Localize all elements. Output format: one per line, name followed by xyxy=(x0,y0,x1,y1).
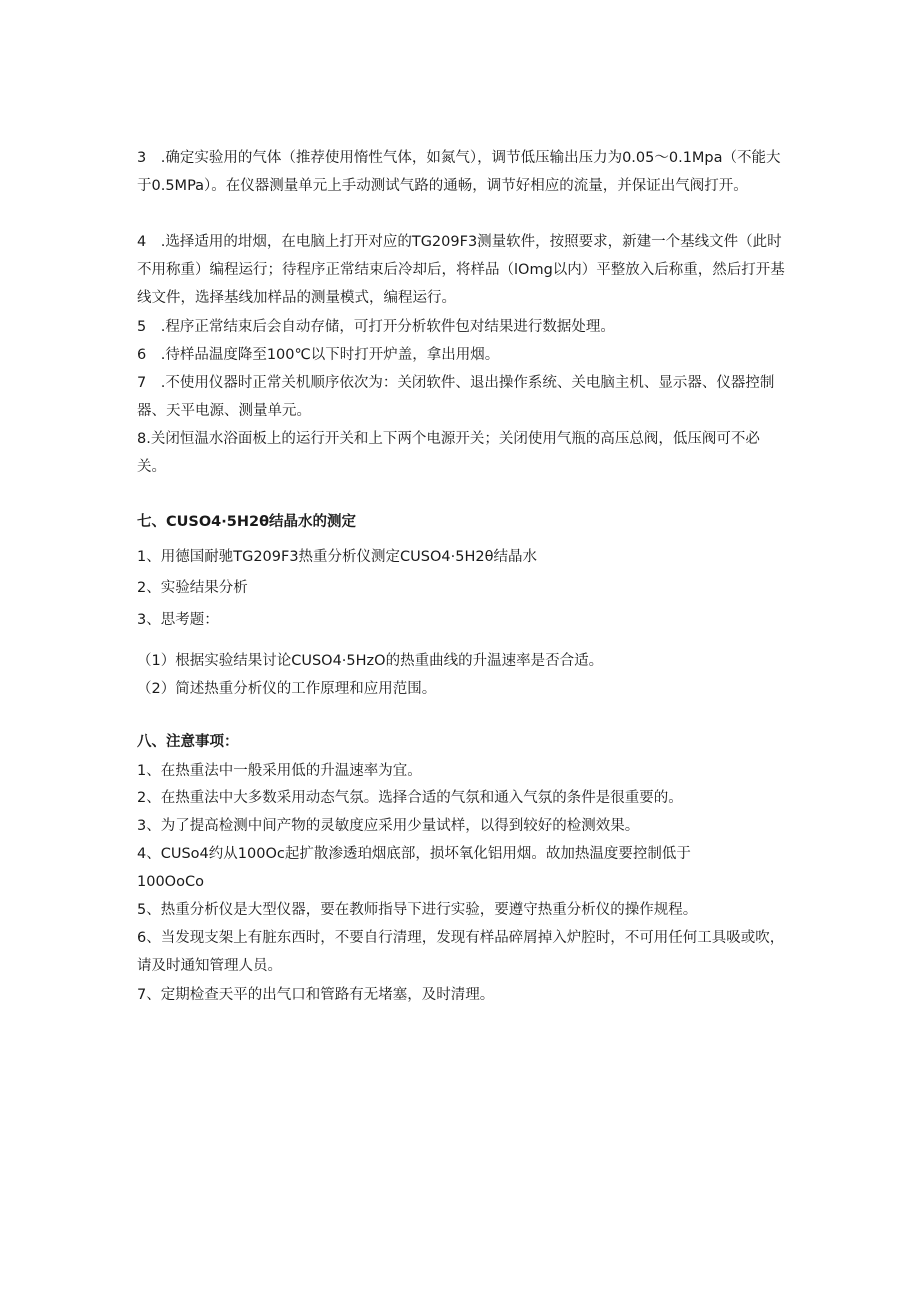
section-8-item-7: 7、定期检查天平的出气口和管路有无堵塞，及时清理。 xyxy=(137,987,495,1003)
step-6-paragraph: 6 .待样品温度降至100℃以下时打开炉盖，拿出用烟。 xyxy=(137,347,500,363)
section-7-item-3: 3、思考题： xyxy=(137,612,219,628)
step-4-paragraph: 4 .选择适用的坩烟，在电脑上打开对应的TG209F3测量软件，按照要求，新建一个基线文件（此时不用称重）编程运行；待程序正常结束后冷却后，将样品（lOmg以内）平整放入后称重，然后打开基线文件，选择基线加样品的测量模式，编程运行。 xyxy=(137,234,785,307)
section-8-item-1: 1、在热重法中一般采用低的升温速率为宜。 xyxy=(137,763,422,779)
section-7-item-2: 2、实验结果分析 xyxy=(137,580,248,596)
section-8-item-3: 3、为了提高检测中间产物的灵敏度应采用少量试样，以得到较好的检测效果。 xyxy=(137,818,640,834)
section-8-heading: 八、注意事项： xyxy=(137,734,239,750)
step-3-paragraph: 3 .确定实验用的气体（推荐使用惰性气体，如氮气），调节低压输出压力为0.05～0.1Mpa（不能大于0.5MPa）。在仪器测量单元上手动测试气路的通畅，调节好相应的流量，并保证出气阀打开。 xyxy=(137,150,781,195)
step-7-paragraph: 7 .不使用仪器时正常关机顺序依次为：关闭软件、退出操作系统、关电脑主机、显示器、仪器控制器、天平电源、测量单元。 xyxy=(137,375,775,420)
section-8-item-4-continued: 100OoCo xyxy=(137,874,204,890)
step-8-paragraph: 8.关闭恒温水浴面板上的运行开关和上下两个电源开关；关闭使用气瓶的高压总阀，低压阀可不必关。 xyxy=(137,431,760,476)
section-7-question-2: （2）简述热重分析仪的工作原理和应用范围。 xyxy=(137,681,437,697)
section-7-heading: 七、CUSO4·5H2θ结晶水的测定 xyxy=(137,514,357,530)
section-8-item-5: 5、热重分析仪是大型仪器，要在教师指导下进行实验，要遵守热重分析仪的操作规程。 xyxy=(137,902,698,918)
step-5-paragraph: 5 .程序正常结束后会自动存储，可打开分析软件包对结果进行数据处理。 xyxy=(137,319,615,335)
section-8-item-2: 2、在热重法中大多数采用动态气氛。选择合适的气氛和通入气氛的条件是很重要的。 xyxy=(137,790,683,806)
section-8-item-6: 6、当发现支架上有脏东西时，不要自行清理，发现有样品碎屑掉入炉腔时，不可用任何工具吸或吹，请及时通知管理人员。 xyxy=(137,930,785,975)
section-7-question-1: （1）根据实验结果讨论CUSO4·5HzO的热重曲线的升温速率是否合适。 xyxy=(137,653,604,669)
section-8-item-4: 4、CUSo4约从100Oc起扩散渗透珀烟底部，损坏氧化铝用烟。故加热温度要控制低于 xyxy=(137,846,691,862)
section-7-item-1: 1、用德国耐驰TG209F3热重分析仪测定CUSO4·5H2θ结晶水 xyxy=(137,549,537,565)
